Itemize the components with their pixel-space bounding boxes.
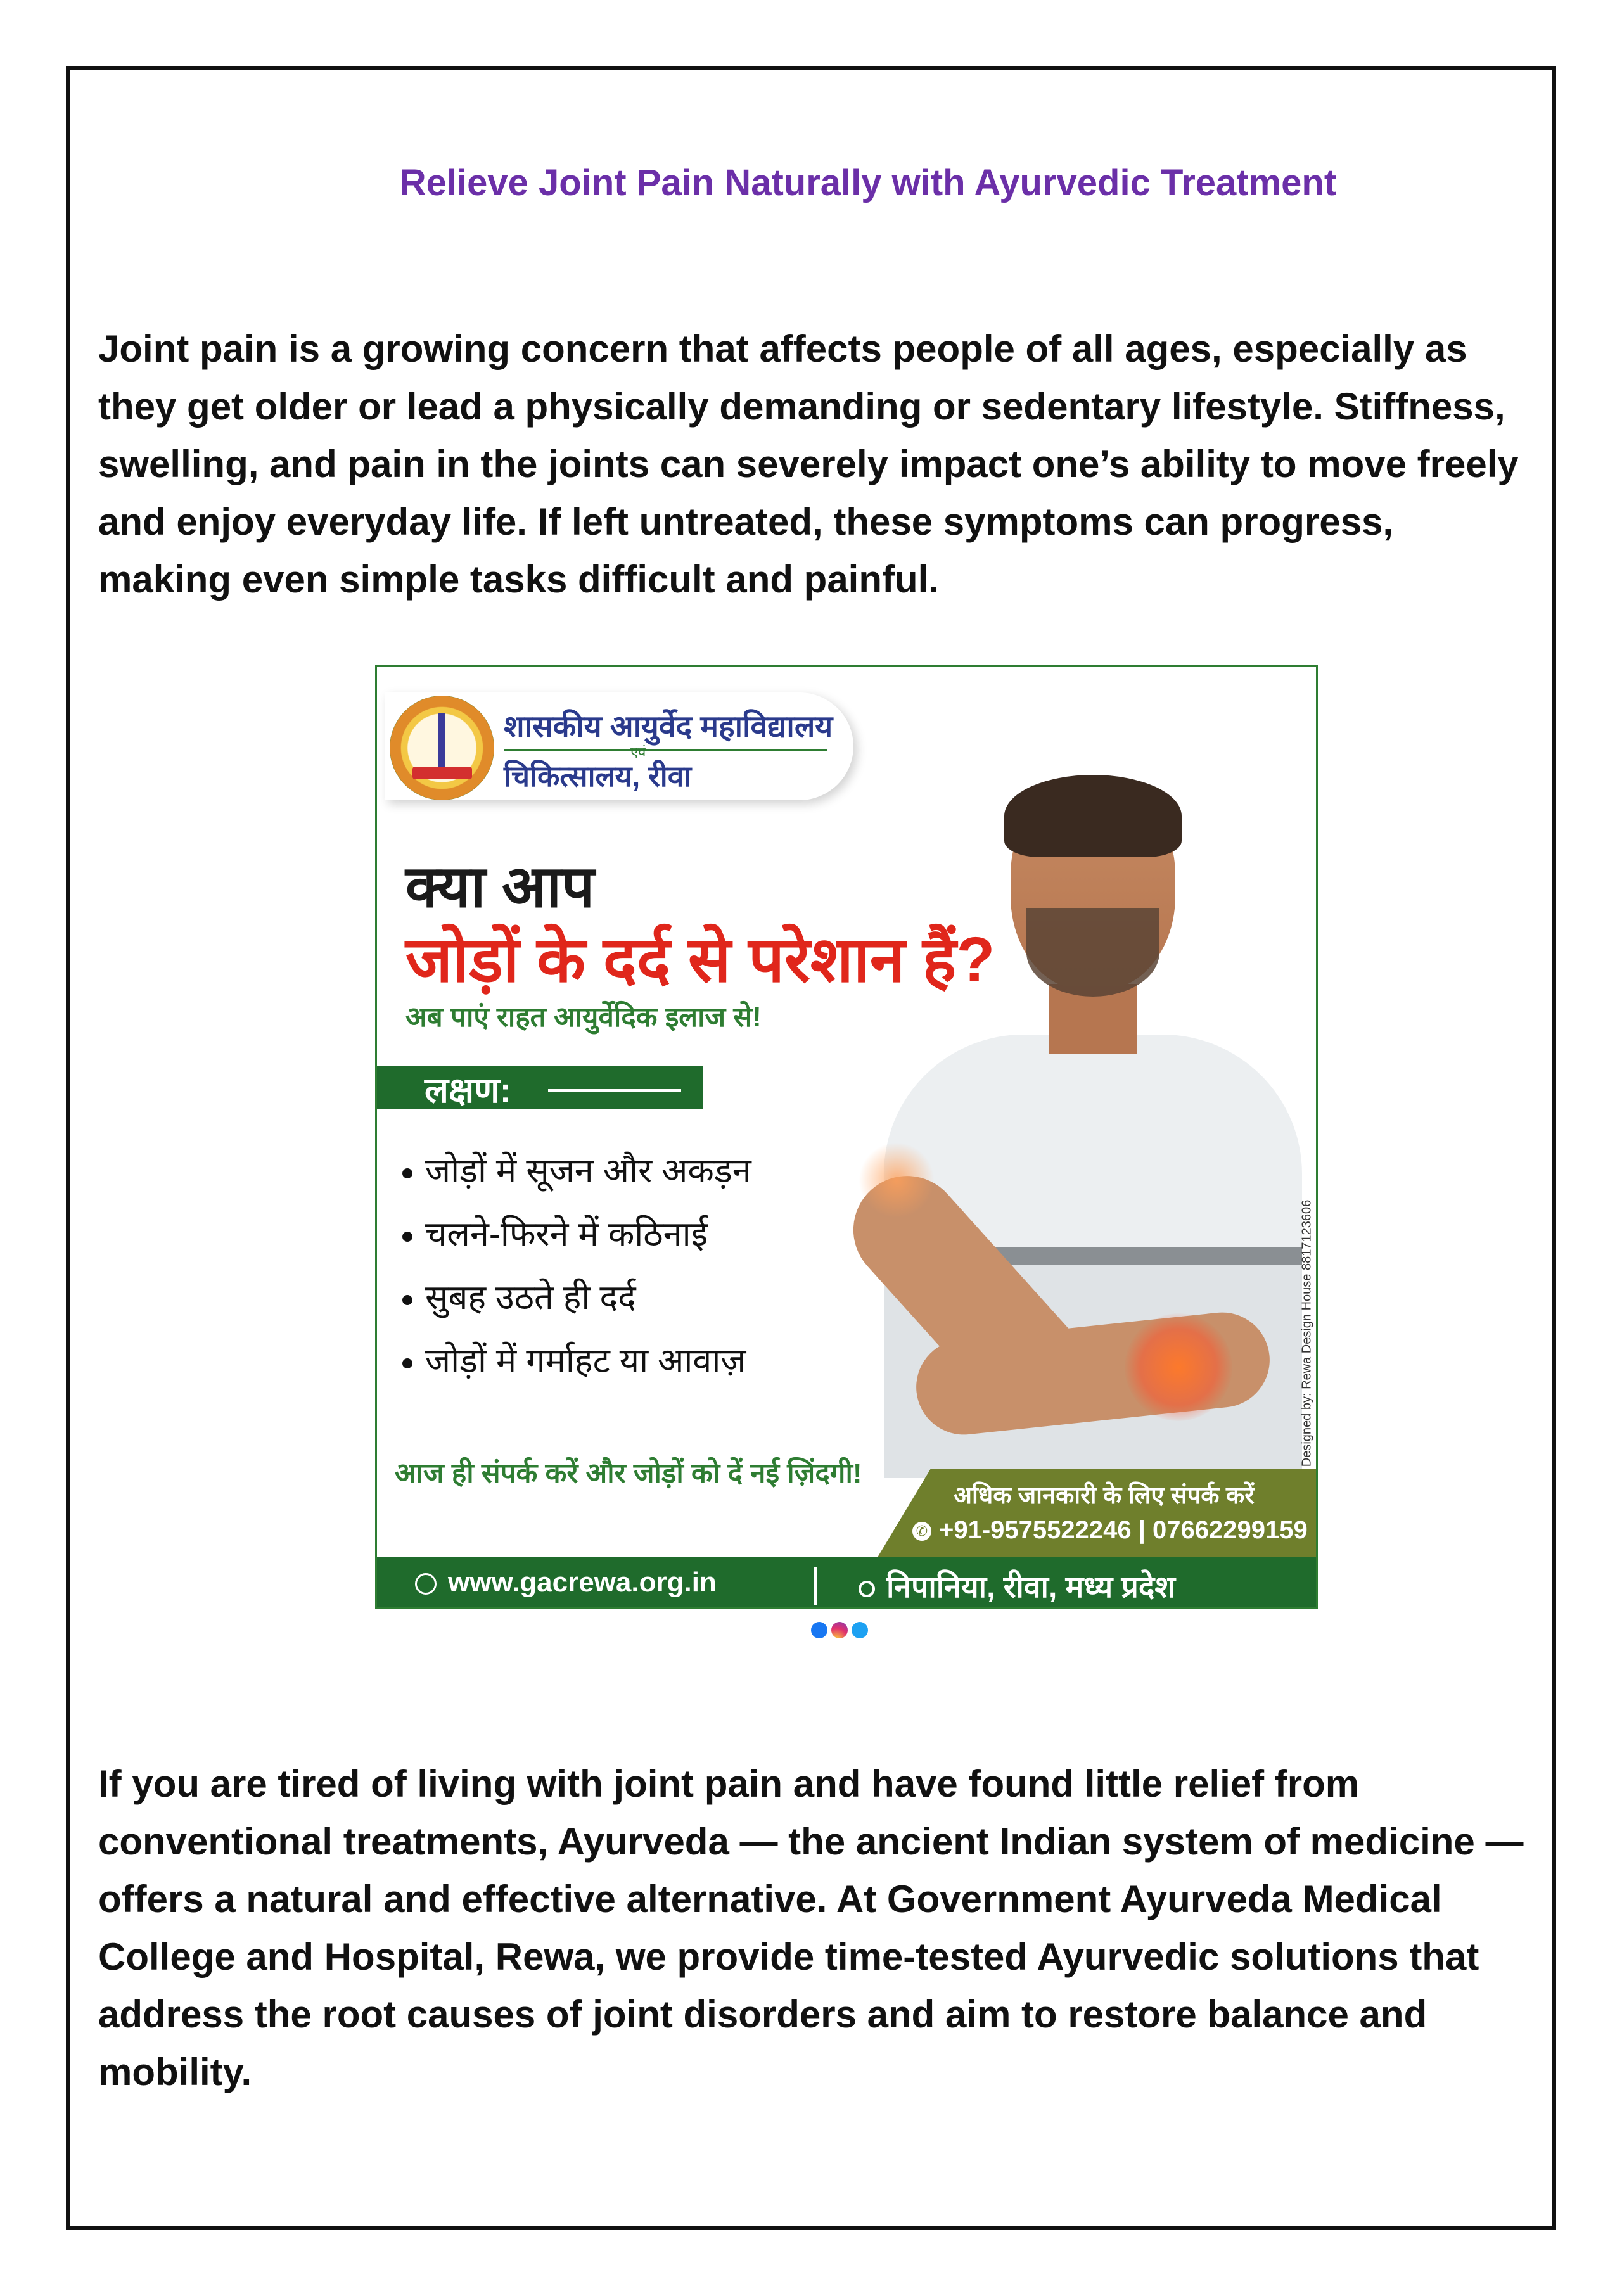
subheading: अब पाएं राहत आयुर्वेदिक इलाज से! bbox=[406, 1002, 762, 1033]
symptom-item: सुबह उठते ही दर्द bbox=[402, 1266, 751, 1329]
x-icon bbox=[852, 1622, 868, 1638]
document-title: Relieve Joint Pain Naturally with Ayurvedic Treatment bbox=[399, 162, 1337, 203]
headline-question: क्या आप bbox=[406, 855, 595, 919]
symptom-item: जोड़ों में सूजन और अकड़न bbox=[402, 1139, 751, 1202]
college-emblem-icon bbox=[390, 696, 494, 800]
phone-numbers: ✆ +91-9575522246 | 07662299159 bbox=[912, 1516, 1308, 1545]
symptom-item: चलने-फिरने में कठिनाई bbox=[402, 1202, 751, 1266]
ayurveda-paragraph: If you are tired of living with joint pain and have found little relief from conventional treatments, Ayurveda — the ancient Indian system of medicine — offers a natural and effective alternative. At Government Ayurveda Medical College and Hospital, Rewa, we provide time-tested Ayurvedic solutions that address the root causes of joint disorders and aim to restore balance and mobility. bbox=[98, 1763, 1524, 2093]
institution-name-line1: शासकीय आयुर्वेद महाविद्यालय bbox=[504, 710, 833, 744]
bullet-icon bbox=[402, 1295, 412, 1305]
location-pin-icon bbox=[859, 1581, 875, 1597]
social-icons bbox=[811, 1622, 872, 1642]
headline-joint-pain: जोड़ों के दर्द से परेशान हैं? bbox=[406, 924, 995, 995]
call-to-action: आज ही संपर्क करें और जोड़ों को दें नई ज़िंदगी! bbox=[395, 1458, 862, 1489]
bullet-icon bbox=[402, 1168, 412, 1178]
instagram-icon bbox=[831, 1622, 848, 1638]
facebook-icon bbox=[811, 1622, 827, 1638]
contact-heading: अधिक जानकारी के लिए संपर्क करें bbox=[954, 1483, 1255, 1509]
symptom-item: जोड़ों में गर्माहट या आवाज़ bbox=[402, 1329, 751, 1393]
man-holding-elbow-photo bbox=[846, 781, 1302, 1465]
footer-divider bbox=[814, 1567, 817, 1605]
institution-name-line2: चिकित्सालय, रीवा bbox=[504, 760, 692, 793]
symptoms-label: लक्षण: bbox=[425, 1070, 512, 1110]
symptoms-label-line bbox=[548, 1089, 681, 1092]
intro-paragraph: Joint pain is a growing concern that affects people of all ages, especially as they get older or lead a physically demanding or sedentary lifestyle. Stiffness, swelling, and pain in the joints can severely impact one’s ability to move freely and enjoy everyday life. If left untreated, these symptoms can progress, making even simple tasks difficult and painful. bbox=[98, 328, 1519, 601]
symptoms-list bbox=[402, 1139, 751, 1393]
poster-image bbox=[375, 665, 1318, 1609]
address: निपानिया, रीवा, मध्य प्रदेश bbox=[859, 1566, 1175, 1607]
designer-credit: Designed by: Rewa Design House 8817123606 bbox=[1300, 1199, 1314, 1467]
bullet-icon bbox=[402, 1358, 412, 1368]
institution-divider bbox=[504, 749, 827, 751]
bullet-icon bbox=[402, 1232, 412, 1242]
institution-and: एवं bbox=[630, 744, 646, 760]
phone-icon: ✆ bbox=[912, 1522, 931, 1541]
globe-icon bbox=[415, 1573, 437, 1595]
website: www.gacrewa.org.in bbox=[415, 1567, 717, 1598]
